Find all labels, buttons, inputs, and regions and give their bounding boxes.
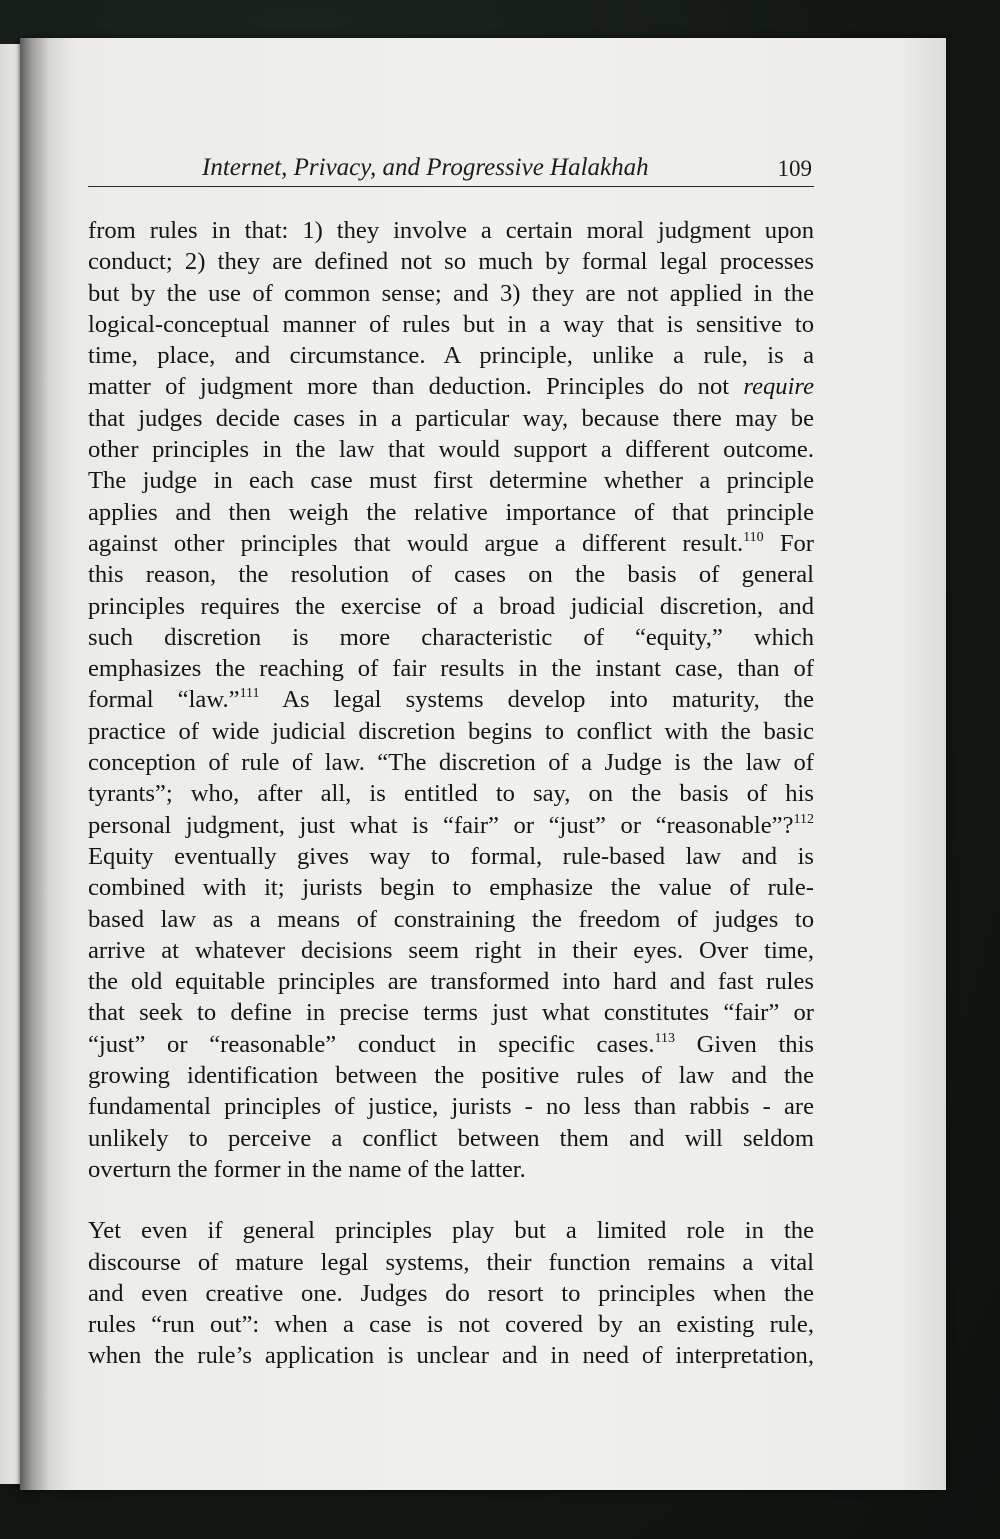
text-line: growing identification between the positive rules of law and the: [88, 1062, 814, 1090]
paragraph-spacer: [88, 1185, 814, 1215]
paragraph-2: [88, 1215, 814, 1371]
text-line: conduct; 2) they are defined not so much by formal legal processes: [88, 248, 814, 276]
text-line: this reason, the resolution of cases on the basis of general: [88, 561, 814, 589]
text-line: principles requires the exercise of a broad judicial discretion, and: [88, 592, 814, 620]
text-line: rules “run out”: when a case is not covered by an existing rule,: [88, 1311, 814, 1339]
text-line: emphasizes the reaching of fair results in the instant case, than of: [88, 655, 814, 683]
footnote-ref-113: 113: [654, 1030, 675, 1046]
footnote-ref-110: 110: [743, 529, 764, 545]
page-number: 109: [777, 156, 812, 181]
text-line: practice of wide judicial discretion begins to conflict with the basic: [88, 717, 814, 745]
text-line: against other principles that would argue a different result.$^{110}$ For: [88, 529, 814, 557]
text-line: tyrants”; who, after all, is entitled to say, on the basis of his: [88, 780, 814, 808]
text-line: when the rule’s application is unclear and in need of interpretation,: [88, 1342, 814, 1370]
running-title: Internet, Privacy, and Progressive Halakhah: [202, 154, 649, 181]
text-line: such discretion is more characteristic of “equity,” which: [88, 623, 814, 651]
footnote-ref-112: 112: [793, 811, 814, 827]
emphasis-require: require: [743, 373, 814, 401]
text-line: matter of judgment more than deduction. Principles do not require: [88, 373, 814, 401]
text-line: unlikely to perceive a conflict between them and will seldom: [88, 1124, 814, 1152]
text-line: The judge in each case must first determine whether a principle: [88, 467, 814, 495]
text-line: combined with it; jurists begin to emphasize the value of rule-: [88, 874, 814, 902]
text-line: the old equitable principles are transformed into hard and fast rules: [88, 968, 814, 996]
text-line: Equity eventually gives way to formal, rule-based law and is: [88, 842, 814, 870]
text-line: arrive at whatever decisions seem right in their eyes. Over time,: [88, 936, 814, 964]
paragraph-1: [88, 215, 814, 1185]
text-line: from rules in that: 1) they involve a certain moral judgment upon: [88, 217, 814, 244]
text-line: but by the use of common sense; and 3) they are not applied in the: [88, 279, 814, 307]
text-line: other principles in the law that would support a different outcome.: [88, 436, 814, 464]
text-line: Yet even if general principles play but a limited role in the: [88, 1217, 814, 1245]
text-line: discourse of mature legal systems, their function remains a vital: [88, 1248, 814, 1276]
footnote-ref-111: 111: [239, 686, 260, 702]
body-text: [88, 215, 814, 1372]
text-line: conception of rule of law. “The discretion of a Judge is the law of: [88, 749, 814, 777]
text-line: formal “law.”$^{111}$ As legal systems develop into maturity, the: [88, 686, 814, 714]
text-line: overturn the former in the name of the latter.: [88, 1155, 526, 1183]
text-line: and even creative one. Judges do resort to principles when the: [88, 1279, 814, 1307]
text-line: based law as a means of constraining the freedom of judges to: [88, 905, 814, 933]
text-line: “just” or “reasonable” conduct in specific cases.$^{113}$ Given this: [88, 1030, 814, 1058]
text-line: applies and then weigh the relative importance of that principle: [88, 498, 814, 526]
text-line: personal judgment, just what is “fair” or “just” or “reasonable”?$^{112}$: [88, 811, 814, 839]
text-line: logical-conceptual manner of rules but in a way that is sensitive to: [88, 310, 814, 338]
running-header: [88, 154, 814, 187]
text-line: that judges decide cases in a particular way, because there may be: [88, 404, 814, 432]
text-line: that seek to define in precise terms just what constitutes “fair” or: [88, 999, 814, 1027]
text-line: fundamental principles of justice, jurists - no less than rabbis - are: [88, 1093, 814, 1121]
text-line: time, place, and circumstance. A principle, unlike a rule, is a: [88, 342, 814, 370]
